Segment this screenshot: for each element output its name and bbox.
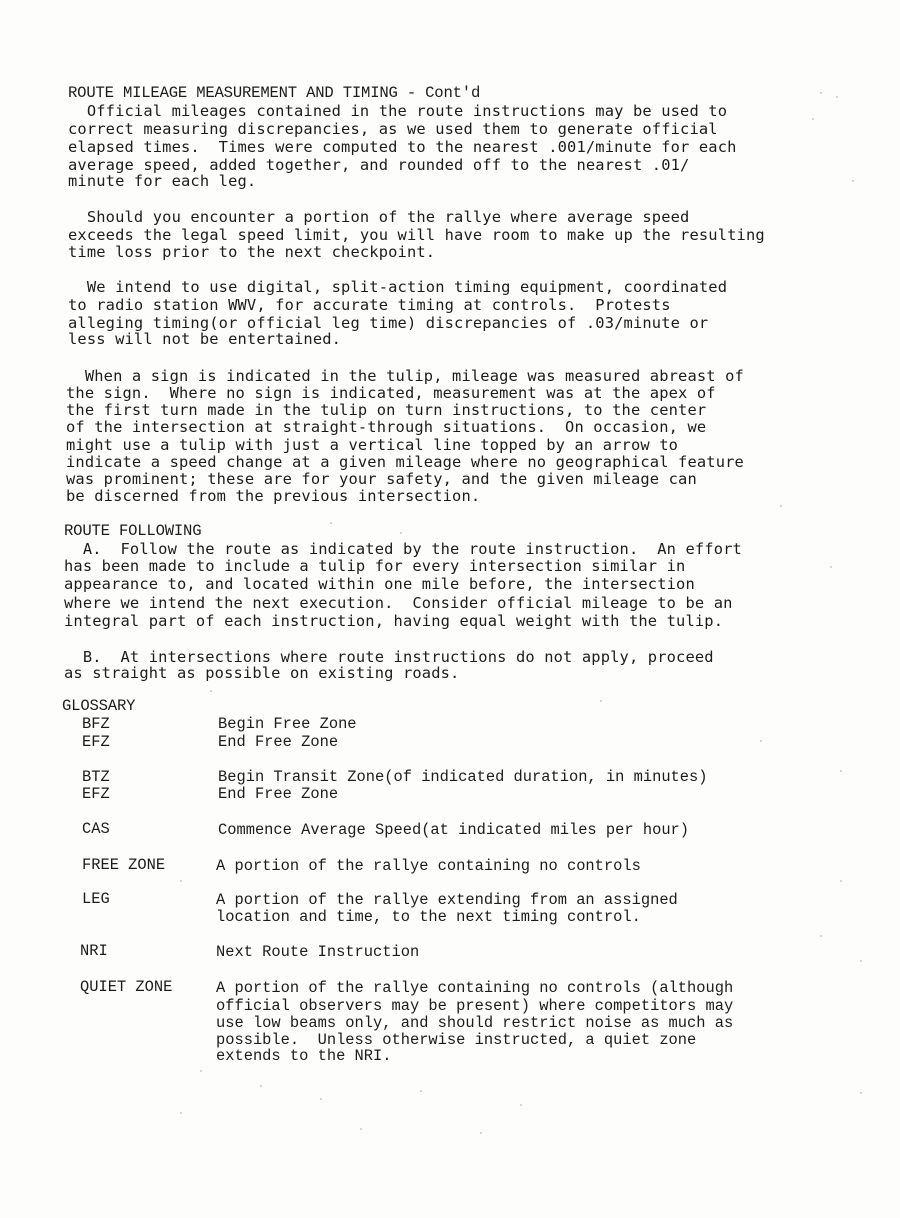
paragraph-line: the sign. Where no sign is indicated, measurement was at the apex of	[66, 384, 716, 402]
glossary-definition: possible. Unless otherwise instructed, a quiet zone	[216, 1031, 697, 1049]
paragraph-line: correct measuring discrepancies, as we used them to generate official	[68, 120, 718, 138]
glossary-definition: A portion of the rallye extending from an assigned	[216, 891, 678, 909]
glossary-term: EFZ	[82, 785, 110, 803]
paragraph-line: A. Follow the route as indicated by the route instruction. An effort	[64, 540, 742, 558]
glossary-definition: Begin Free Zone	[218, 715, 357, 733]
glossary-definition: official observers may be present) where competitors may	[216, 997, 734, 1015]
glossary-term: CAS	[82, 820, 110, 838]
glossary-term: BFZ	[82, 715, 110, 733]
glossary-definition: location and time, to the next timing control.	[216, 908, 641, 926]
glossary-definition: A portion of the rallye containing no controls	[216, 857, 641, 875]
paragraph-line: elapsed times. Times were computed to the nearest .001/minute for each	[68, 138, 737, 156]
paragraph-line: of the intersection at straight-through situations. On occasion, we	[66, 418, 707, 436]
glossary-term: NRI	[80, 942, 108, 960]
paragraph-line: minute for each leg.	[68, 172, 257, 190]
glossary-definition: extends to the NRI.	[216, 1047, 392, 1065]
paragraph-line: indicate a speed change at a given mileage where no geographical feature	[66, 453, 744, 471]
glossary-term: QUIET ZONE	[80, 978, 173, 996]
glossary-definition: Begin Transit Zone(of indicated duration, in minutes)	[218, 768, 708, 786]
glossary-definition: use low beams only, and should restrict noise as much as	[216, 1014, 734, 1032]
paragraph-line: Official mileages contained in the route instructions may be used to	[68, 102, 728, 120]
paragraph-line: When a sign is indicated in the tulip, mileage was measured abreast of	[66, 367, 744, 385]
glossary-definition: End Free Zone	[218, 733, 339, 751]
glossary-definition: Commence Average Speed(at indicated miles per hour)	[218, 821, 690, 839]
glossary-term: EFZ	[82, 733, 110, 751]
glossary-term: LEG	[82, 890, 110, 908]
paragraph-line: be discerned from the previous intersection.	[66, 487, 481, 505]
paragraph-line: Should you encounter a portion of the rallye where average speed	[68, 208, 690, 226]
glossary-term: FREE ZONE	[82, 856, 166, 874]
paragraph-line: exceeds the legal speed limit, you will have room to make up the resulting	[68, 226, 765, 244]
glossary-definition: End Free Zone	[218, 785, 339, 803]
paragraph-line: appearance to, and located within one mile before, the intersection	[64, 575, 695, 593]
section-title-following: ROUTE FOLLOWING	[64, 522, 202, 540]
paragraph-line: We intend to use digital, split-action timing equipment, coordinated	[68, 278, 728, 296]
paragraph-line: average speed, added together, and rounded off to the nearest .01/	[68, 156, 690, 174]
paragraph-line: might use a tulip with just a vertical line topped by an arrow to	[66, 436, 679, 454]
glossary-definition: A portion of the rallye containing no controls (although	[216, 979, 734, 997]
glossary-term: BTZ	[82, 768, 110, 786]
paragraph-line: as straight as possible on existing roads.	[64, 664, 460, 682]
paragraph-line: the first turn made in the tulip on turn instructions, to the center	[66, 401, 707, 419]
glossary-definition: Next Route Instruction	[216, 943, 420, 961]
paragraph-line: where we intend the next execution. Consider official mileage to be an	[64, 594, 733, 612]
paragraph-line: time loss prior to the next checkpoint.	[68, 243, 436, 261]
section-title-glossary: GLOSSARY	[62, 697, 136, 715]
section-title-mileage: ROUTE MILEAGE MEASUREMENT AND TIMING - Cont'd	[68, 84, 481, 102]
paragraph-line: was prominent; these are for your safety, and the given mileage can	[66, 470, 697, 488]
paragraph-line: has been made to include a tulip for every intersection similar in	[64, 557, 686, 575]
paragraph-line: to radio station WWV, for accurate timing at controls. Protests	[68, 296, 671, 314]
paragraph-line: less will not be entertained.	[68, 330, 342, 348]
paragraph-line: alleging timing(or official leg time) discrepancies of .03/minute or	[68, 314, 709, 332]
paragraph-line: integral part of each instruction, having equal weight with the tulip.	[64, 612, 724, 630]
paragraph-line: B. At intersections where route instructions do not apply, proceed	[64, 648, 714, 666]
